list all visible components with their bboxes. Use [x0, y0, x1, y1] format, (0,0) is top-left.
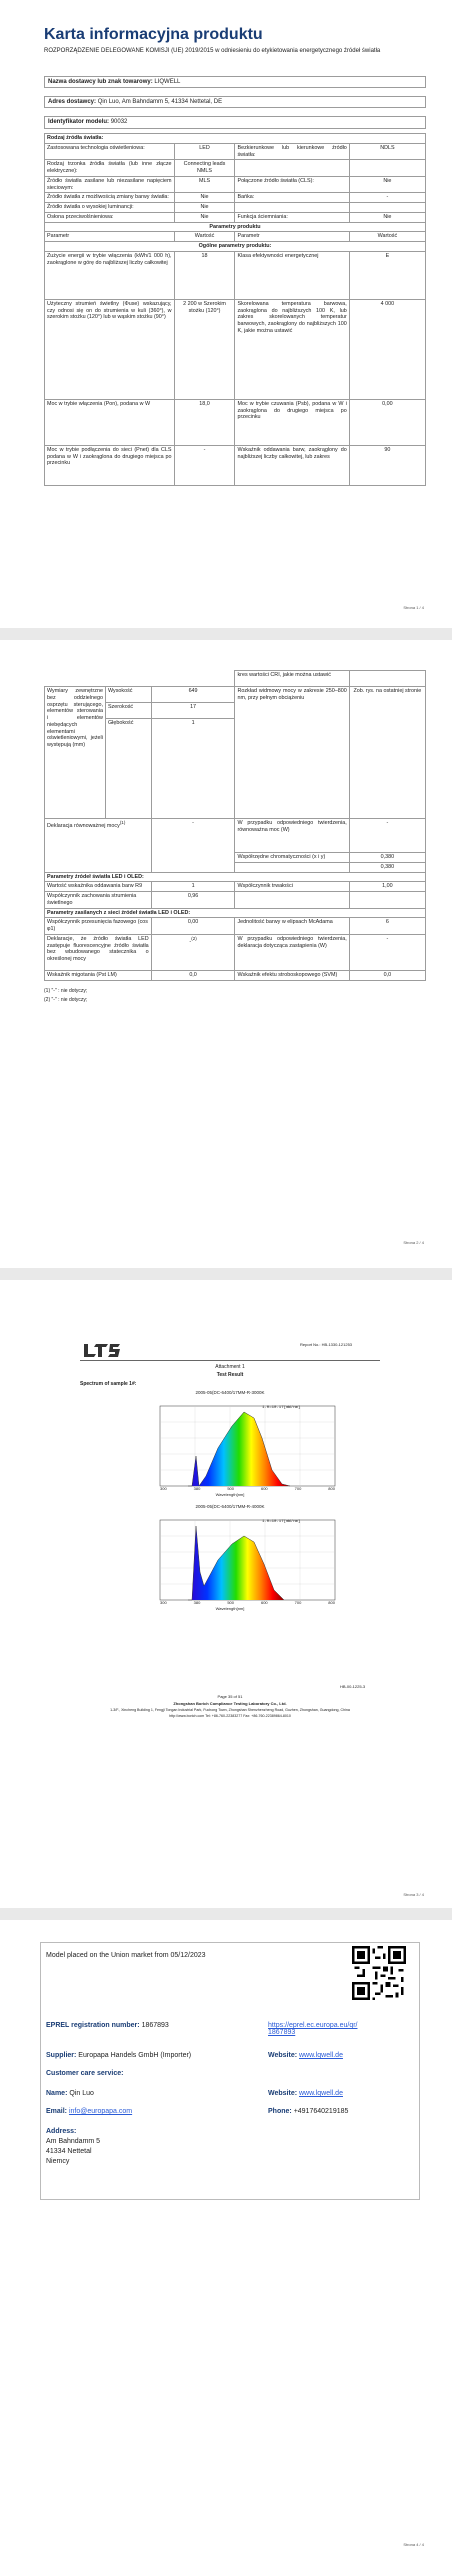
customer-service-heading: Customer care service:: [46, 2070, 124, 2077]
page-1: [0, 0, 452, 628]
chart2-title: 2005-05(DC-6400/17MM-R-4000K: [195, 1504, 265, 1509]
footnotes: (1) "-" : nie dotyczy; (2) "-" : nie dotyczy;: [44, 987, 88, 1003]
params-heading: Parametry produktu: [45, 222, 426, 232]
table-row: Źródło światła o wysokiej luminancji: Nie: [45, 203, 426, 213]
page-2: [0, 640, 452, 1268]
chart1-xticks: 300 380 500 600 700 800: [160, 1486, 335, 1491]
page-number: Strona 2 / 4: [403, 1240, 424, 1245]
table-row: Deklaracje, że źródło światła LED zastępuje fluorescencyjne źródło światła bez wbudowanego statecznika o określonej mocy -$^{(2)}$ W przypadku odpowiedniego twierdzenia, deklaracja dotycząca zastąpienia (W) -: [45, 934, 426, 970]
table-row: kres wartości CRI, jakie można ustawić: [45, 671, 426, 687]
supplier-box: Nazwa dostawcy lub znak towarowy: LIQWELL: [44, 76, 426, 88]
table-row: 0,380: [45, 862, 426, 872]
page-number: Strona 4 / 4: [403, 2542, 424, 2547]
page-number: Strona 1 / 4: [403, 605, 424, 610]
address-line: 41334 Nettetal: [46, 2148, 92, 2155]
lab-company: Zhongshan Borich Compliance Testing Laboratory Co., Ltd.: [173, 1701, 287, 1706]
table-row: Deklaracja równoważnej mocy$^{(1)}$ - W przypadku odpowiedniego twierdzenia, równoważna moc (W) -: [45, 819, 426, 853]
source-table: [44, 133, 426, 486]
page-3: [0, 1280, 452, 1908]
footer-report-no: HB-00-1225-3: [340, 1684, 366, 1689]
spectrum-label: Spectrum of sample 1#:: [80, 1381, 137, 1387]
eprel-number: EPREL registration number: 1867893: [46, 2022, 169, 2029]
general-heading: Ogólne parametry produktu:: [45, 242, 426, 252]
test-result-label: Test Result: [216, 1372, 244, 1378]
spectrum-chart-2: [140, 1512, 340, 1612]
attachment-label: Attachment 1: [215, 1364, 245, 1370]
table-row: Współrzędne chromatyczności (x i y) 0,380: [45, 853, 426, 863]
placed-on-market: Model placed on the Union market from 05/12/2023: [46, 1952, 206, 1959]
table-row: Osłona przeciwolśnieniowa: Nie Funkcja ściemniania: Nie: [45, 212, 426, 222]
table-row: Źródło światła zasilane lub niezasilane napięciem sieciowym: MLS Połączone źródło światła (CLS): Nie: [45, 176, 426, 193]
address-heading: Address:: [46, 2128, 77, 2135]
supplier-website: Website: www.lqwell.de: [268, 2052, 343, 2059]
address-line: Niemcy: [46, 2158, 70, 2165]
header-rule: [80, 1360, 380, 1361]
contact-email: Email: info@europapa.com: [46, 2108, 133, 2115]
dims-row: Wymiary zewnętrzne bez oddzielnego osprzętu sterującego, elementów sterowania i elementów niebędących elementami oświetleniowymi, jeżeli występują (mm) Wysokość 649 Rozkład widmowy mocy w zakresie 250–800 nm, przy pełnym obciążeniu Zob. rys. na ostatniej stronie: [45, 687, 426, 703]
source-type-heading: Rodzaj źródła światła:: [45, 134, 426, 144]
mains-heading: Parametry zasilanych z sieci źródeł światła LED i OLED:: [45, 908, 426, 918]
header-row: Parametr Wartość Parametr Wartość: [45, 232, 426, 242]
params-table-continued: [44, 670, 426, 1005]
contact-phone: Phone: +4917640219185: [268, 2108, 349, 2115]
lab-logo: [82, 1342, 122, 1358]
page-4: [0, 1920, 452, 2560]
qr-code: [352, 1946, 406, 2000]
chart2-xlabel: Wavelength[nm]: [215, 1606, 245, 1611]
dims-row: Głębokość 1: [45, 719, 426, 819]
contact-name: Name: Qin Luo: [46, 2090, 94, 2097]
table-row: Źródło światła z możliwością zmiany barwy światła: Nie Bańka: -: [45, 193, 426, 203]
spectrum-chart-1: [140, 1398, 340, 1498]
chart2-legend: 1.0=10.17[mW/nm]: [262, 1520, 301, 1524]
chart1-legend: 1.0=10.17[mW/nm]: [262, 1406, 301, 1410]
table-row: Rodzaj trzonka źródła światła (lub inne złącze elektryczne): Connecting leads NMLS: [45, 160, 426, 177]
model-box: Identyfikator modelu: 90032: [44, 116, 426, 129]
report-number: Report No.: HB-1330-121253: [300, 1342, 353, 1347]
table-row: Moc w trybie włączenia (Pon), podana w W 18,0 Moc w trybie czuwania (Psb), podana w W i zaokrąglona do drugiego miejsca po przecinku 0,00: [45, 399, 426, 445]
page-title: Karta informacyjna produktu: [44, 26, 263, 43]
address-box: Adres dostawcy: Qin Luo, Am Bahndamm 5, 41334 Nettetal, DE: [44, 96, 426, 108]
address-line: Am Bahndamm 5: [46, 2138, 101, 2145]
table-row: Wskaźnik migotania (Pst LM) 0,0 Wskaźnik efektu stroboskopowego (SVM) 0,0: [45, 970, 426, 980]
chart1-title: 2005-05(DC-6400/17MM-R-3000K: [195, 1390, 265, 1395]
table-row: Zastosowana technologia oświetleniowa: LED Bezkierunkowe lub kierunkowe źródło światła: NDLS: [45, 143, 426, 160]
table-row: Zużycie energii w trybie włączenia (kWh/1 000 h), zaokrąglone w górę do najbliższej liczby całkowitej 18 Klasa efektywności energetycznej E: [45, 251, 426, 299]
dims-row: Szerokość 17: [45, 703, 426, 719]
chart1-xlabel: Wavelength[nm]: [215, 1492, 245, 1497]
supplier: Supplier: Europapa Handels GmbH (Importer): [46, 2052, 192, 2059]
regulation-text: ROZPORZĄDZENIE DELEGOWANE KOMISJI (UE) 2019/2015 w odniesieniu do etykietowania energetycznego źródeł światła: [44, 48, 381, 54]
email-link[interactable]: info@europapa.com: [68, 2108, 133, 2115]
lab-web: http://www.borich.com Tel: +86-760-22383277 Fax: +86-760-22389864-8010: [169, 1714, 291, 1718]
lab-address: 1-3/F., Xincheng Building 1, Fengji Tongan Industrial Park, Fuchong Town, Zhongshan Shenzhenzheng Road, Guzhen, Zhongshan, Guangdong, China: [110, 1708, 350, 1712]
page-number: Strona 3 / 4: [403, 1892, 424, 1897]
page-of: Page 35 of 51: [217, 1694, 243, 1699]
eprel-link[interactable]: https://eprel.ec.europa.eu/qr/1867893: [268, 2022, 358, 2036]
table-row: Współczynnik przesunięcia fazowego (cos φ1) 0,00 Jednolitość barwy w elipsach McAdama 6: [45, 918, 426, 935]
website-link[interactable]: www.lqwell.de: [299, 2090, 343, 2097]
table-row: Wartość wskaźnika oddawania barw R9 1 Współczynnik trwałości 1,00: [45, 882, 426, 892]
led-heading: Parametry źródeł światła LED i OLED:: [45, 872, 426, 882]
table-row: Użyteczny strumień świetlny (Φuse) wskazujący, czy odnosi się on do strumienia w kuli (360°), w szerokim stożku (120°) lub w wąskim stożku (90°) 2 200 w Szerokim stożku (120°) Skorelowana temperatura barwowa, zaokrąglona do najbliższych 100 K, lub zakres skorelowanych temperatur barwowych, zaokrąglony do najbliższych 100 K, jakie można ustawić 4 000: [45, 299, 426, 399]
contact-website: Website: www.lqwell.de: [268, 2090, 343, 2097]
table-row: Współczynnik zachowania strumienia świetlnego 0,96: [45, 892, 426, 909]
chart2-xticks: 300 380 500 600 700 800: [160, 1600, 335, 1605]
table-row: Moc w trybie podłączenia do sieci (Pnet) dla CLS podana w W i zaokrąglona do drugiego miejsca po przecinku - Wskaźnik oddawania barw, zaokrąglony do najbliższej liczby całkowitej, lub zakres 90: [45, 445, 426, 485]
website-link[interactable]: www.lqwell.de: [299, 2052, 343, 2059]
